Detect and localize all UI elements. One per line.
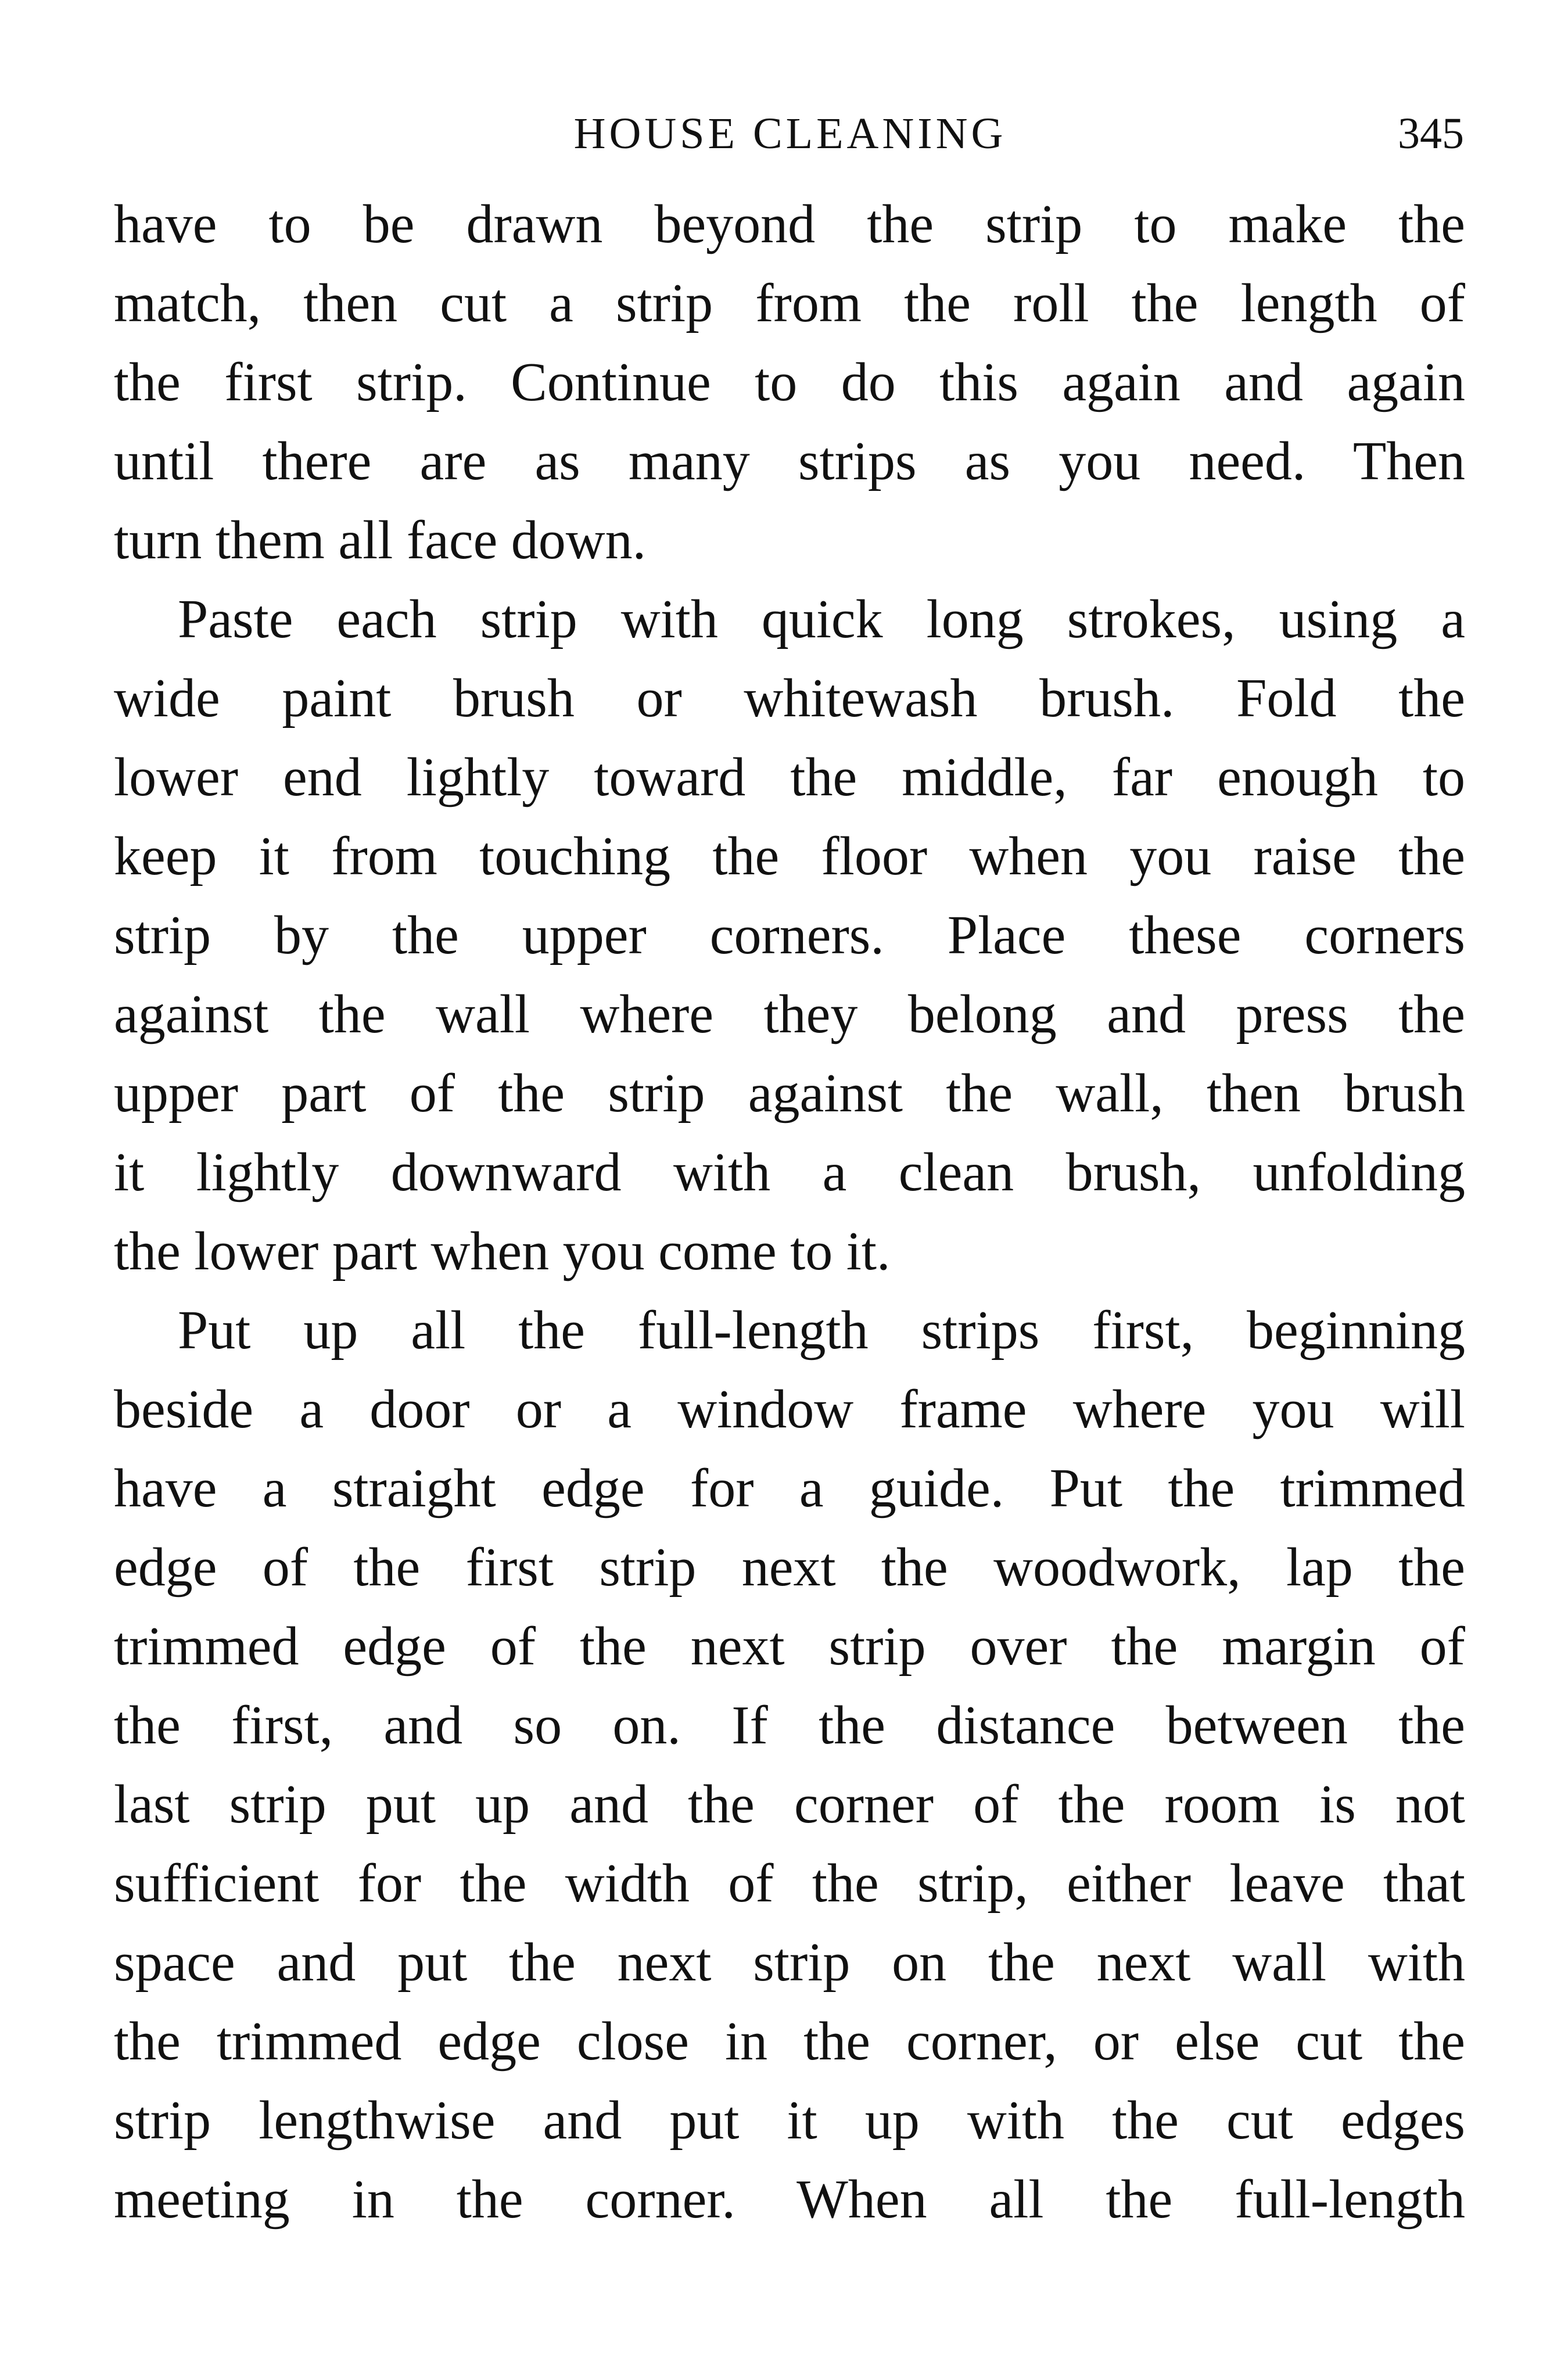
text-line: trimmed edge of the next strip over the margin of: [114, 1616, 1465, 1677]
text-line: space and put the next strip on the next wall with: [114, 1932, 1465, 1993]
text-line: the lower part when you come to it.: [114, 1221, 891, 1282]
text-line: the first, and so on. If the distance between the: [114, 1695, 1465, 1756]
text-line: have to be drawn beyond the strip to make the: [114, 194, 1465, 254]
text-line: turn them all face down.: [114, 510, 647, 570]
text-line: strip lengthwise and put it up with the cut edges: [114, 2090, 1465, 2151]
text-line: upper part of the strip against the wall, then brush: [114, 1063, 1465, 1124]
page-number: 345: [1398, 109, 1464, 158]
text-line: it lightly downward with a clean brush, unfolding: [114, 1142, 1465, 1203]
text-line: edge of the first strip next the woodwork, lap the: [114, 1537, 1465, 1598]
text-line: sufficient for the width of the strip, either leave that: [114, 1853, 1465, 1914]
running-title: HOUSE CLEANING: [573, 109, 1007, 158]
text-line: the first strip. Continue to do this again and again: [114, 352, 1465, 412]
paragraph-2: [114, 580, 1465, 1291]
paragraph-1: [114, 185, 1465, 580]
text-line: the trimmed edge close in the corner, or else cut the: [114, 2011, 1465, 2072]
text-line: keep it from touching the floor when you raise the: [114, 826, 1465, 886]
text-line: lower end lightly toward the middle, far enough to: [114, 747, 1465, 807]
text-line: Paste each strip with quick long strokes, using a: [178, 589, 1465, 649]
text-line: meeting in the corner. When all the full-length: [114, 2169, 1465, 2230]
text-line: wide paint brush or whitewash brush. Fold the: [114, 668, 1465, 728]
text-line: Put up all the full-length strips first, beginning: [178, 1300, 1465, 1361]
paragraph-3: [114, 1291, 1465, 2239]
text-line: strip by the upper corners. Place these corners: [114, 905, 1465, 966]
text-line: have a straight edge for a guide. Put the trimmed: [114, 1458, 1465, 1519]
text-line: last strip put up and the corner of the room is not: [114, 1774, 1465, 1835]
text-line: beside a door or a window frame where you will: [114, 1379, 1465, 1440]
text-line: until there are as many strips as you need. Then: [114, 431, 1465, 491]
text-line: against the wall where they belong and press the: [114, 984, 1465, 1045]
running-head: [116, 99, 1464, 168]
text-line: match, then cut a strip from the roll the length of: [114, 273, 1465, 333]
body-text: [114, 185, 1465, 2239]
